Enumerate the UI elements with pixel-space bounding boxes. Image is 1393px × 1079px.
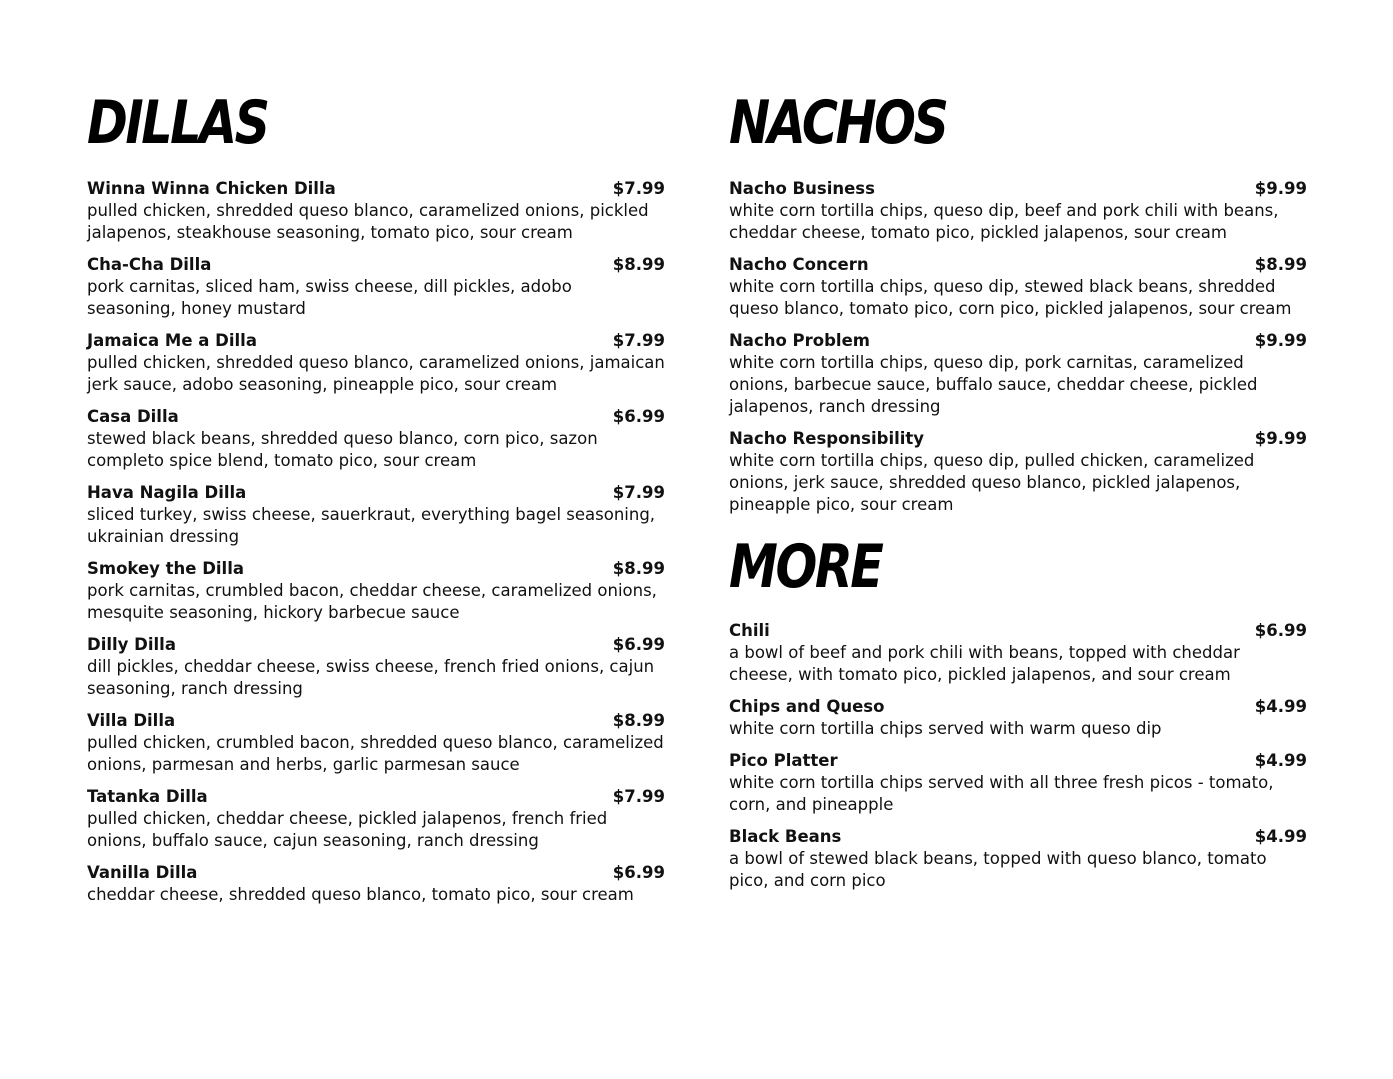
menu-item-header	[729, 696, 1307, 718]
menu-item-price: $8.99	[612, 255, 665, 274]
menu-item-header	[729, 178, 1307, 200]
menu-item	[729, 620, 1307, 686]
menu-item-description: white corn tortilla chips, queso dip, beef and pork chili with beans, cheddar cheese, tomato pico, pickled jalapenos, sour cream	[729, 201, 1279, 242]
menu-item-name: Villa Dilla	[87, 711, 176, 730]
menu-item	[729, 826, 1307, 892]
menu-item-name: Chili	[729, 621, 770, 640]
menu-item-description: pulled chicken, cheddar cheese, pickled jalapenos, french fried onions, buffalo sauce, cajun seasoning, ranch dressing	[87, 809, 608, 850]
menu-item-description: a bowl of beef and pork chili with beans, topped with cheddar cheese, with tomato pico, pickled jalapenos, and sour cream	[729, 643, 1240, 684]
menu-item	[729, 428, 1307, 516]
menu-item-description: white corn tortilla chips served with all three fresh picos - tomato, corn, and pineapple	[729, 773, 1274, 814]
menu-item-header	[87, 786, 665, 808]
menu-item-price: $4.99	[1254, 697, 1307, 716]
menu-item-header	[87, 330, 665, 352]
menu-item-header	[87, 482, 665, 504]
menu-item-header	[87, 558, 665, 580]
menu-item-description: white corn tortilla chips, queso dip, pulled chicken, caramelized onions, jerk sauce, shredded queso blanco, pickled jalapenos, pineapple pico, sour cream	[729, 451, 1255, 514]
menu-item-price: $6.99	[612, 635, 665, 654]
menu-item-name: Tatanka Dilla	[87, 787, 208, 806]
menu-item-header	[729, 428, 1307, 450]
menu-item-description: pulled chicken, crumbled bacon, shredded queso blanco, caramelized onions, parmesan and herbs, garlic parmesan sauce	[87, 733, 664, 774]
menu-item-price: $7.99	[612, 179, 665, 198]
dillas-list	[87, 178, 665, 906]
menu-item-price: $8.99	[612, 711, 665, 730]
menu-item-header	[87, 406, 665, 428]
menu-item-description: white corn tortilla chips, queso dip, stewed black beans, shredded queso blanco, tomato pico, corn pico, pickled jalapenos, sour cream	[729, 277, 1292, 318]
menu-item-name: Black Beans	[729, 827, 842, 846]
menu-item-name: Nacho Problem	[729, 331, 870, 350]
menu-item-description: cheddar cheese, shredded queso blanco, tomato pico, sour cream	[87, 885, 634, 904]
menu-item-price: $6.99	[612, 863, 665, 882]
menu-item-price: $7.99	[612, 787, 665, 806]
menu-item	[729, 178, 1307, 244]
menu-item-description: sliced turkey, swiss cheese, sauerkraut, everything bagel seasoning, ukrainian dressing	[87, 505, 656, 546]
dillas-column	[87, 88, 665, 916]
menu-item	[729, 254, 1307, 320]
menu-item	[729, 696, 1307, 740]
menu-item-name: Nacho Responsibility	[729, 429, 925, 448]
menu-item-price: $4.99	[1254, 827, 1307, 846]
menu-item-description: pulled chicken, shredded queso blanco, caramelized onions, jamaican jerk sauce, adobo seasoning, pineapple pico, sour cream	[87, 353, 665, 394]
menu-item	[87, 558, 665, 624]
menu-item-header	[87, 710, 665, 732]
menu-item-description: pulled chicken, shredded queso blanco, caramelized onions, pickled jalapenos, steakhouse seasoning, tomato pico, sour cream	[87, 201, 649, 242]
menu-item-description: white corn tortilla chips served with warm queso dip	[729, 719, 1162, 738]
menu-item-name: Jamaica Me a Dilla	[87, 331, 257, 350]
dillas-heading: DILLAS	[87, 88, 268, 158]
menu-item	[87, 254, 665, 320]
menu-item-header	[87, 862, 665, 884]
nachos-list	[729, 178, 1307, 516]
menu-item-header	[87, 178, 665, 200]
menu-item-description: pork carnitas, crumbled bacon, cheddar cheese, caramelized onions, mesquite seasoning, hickory barbecue sauce	[87, 581, 657, 622]
more-heading: MORE	[729, 532, 882, 602]
menu-item	[87, 634, 665, 700]
menu-item-price: $4.99	[1254, 751, 1307, 770]
menu-item-header	[87, 634, 665, 656]
menu-item	[87, 330, 665, 396]
menu-item-name: Nacho Business	[729, 179, 875, 198]
menu-item-header	[87, 254, 665, 276]
menu-item-name: Nacho Concern	[729, 255, 869, 274]
menu-item-name: Cha-Cha Dilla	[87, 255, 212, 274]
menu-item-description: white corn tortilla chips, queso dip, pork carnitas, caramelized onions, barbecue sauce, buffalo sauce, cheddar cheese, pickled jalapenos, ranch dressing	[729, 353, 1258, 416]
menu-item-header	[729, 620, 1307, 642]
menu-item-price: $7.99	[612, 483, 665, 502]
menu-item-price: $8.99	[612, 559, 665, 578]
menu-item-price: $7.99	[612, 331, 665, 350]
menu-item-price: $9.99	[1254, 179, 1307, 198]
menu-item-price: $6.99	[1254, 621, 1307, 640]
menu-item-header	[729, 330, 1307, 352]
menu-item-name: Hava Nagila Dilla	[87, 483, 247, 502]
menu-item	[729, 750, 1307, 816]
menu-item-price: $8.99	[1254, 255, 1307, 274]
menu-item-description: stewed black beans, shredded queso blanco, corn pico, sazon completo spice blend, tomato pico, sour cream	[87, 429, 598, 470]
menu-item-header	[729, 254, 1307, 276]
menu-item-description: a bowl of stewed black beans, topped with queso blanco, tomato pico, and corn pico	[729, 849, 1267, 890]
menu-item-price: $6.99	[612, 407, 665, 426]
more-list	[729, 620, 1307, 892]
menu-item	[87, 178, 665, 244]
menu-item-price: $9.99	[1254, 429, 1307, 448]
menu-item-name: Vanilla Dilla	[87, 863, 198, 882]
nachos-heading: NACHOS	[729, 88, 947, 158]
menu-item-name: Pico Platter	[729, 751, 838, 770]
menu-item-header	[729, 826, 1307, 848]
menu-item	[87, 406, 665, 472]
right-column	[729, 88, 1307, 902]
menu-item-description: dill pickles, cheddar cheese, swiss cheese, french fried onions, cajun seasoning, ranch dressing	[87, 657, 655, 698]
menu-item-header	[729, 750, 1307, 772]
menu-item-name: Smokey the Dilla	[87, 559, 244, 578]
menu-item-name: Chips and Queso	[729, 697, 885, 716]
menu-item-name: Dilly Dilla	[87, 635, 176, 654]
menu-item-name: Casa Dilla	[87, 407, 179, 426]
menu-item-price: $9.99	[1254, 331, 1307, 350]
menu-item	[729, 330, 1307, 418]
menu-item	[87, 482, 665, 548]
menu-item	[87, 786, 665, 852]
menu-item-description: pork carnitas, sliced ham, swiss cheese, dill pickles, adobo seasoning, honey mustard	[87, 277, 572, 318]
menu-item	[87, 710, 665, 776]
menu-item-name: Winna Winna Chicken Dilla	[87, 179, 336, 198]
menu-item	[87, 862, 665, 906]
